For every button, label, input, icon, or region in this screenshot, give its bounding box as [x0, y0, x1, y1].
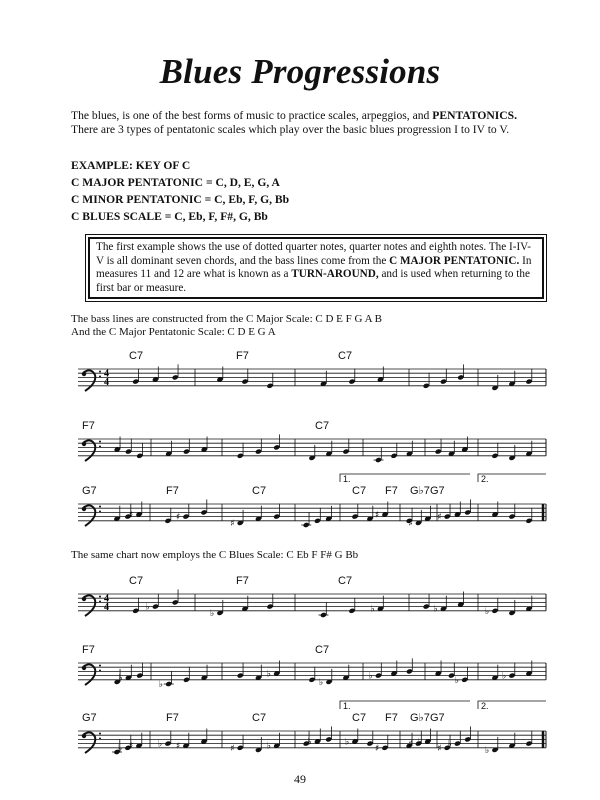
caption-blues-scale: The same chart now employs the C Blues Scale: C Eb F F# G Bb: [71, 549, 359, 561]
accidental: ♭: [433, 604, 438, 615]
scale-line-major: C MAJOR PENTATONIC = C, D, E, G, A: [71, 176, 280, 189]
box-text: The first example shows the use of dotted quarter notes, quarter notes and eighth notes. The I-IV-V is all dominant seven chords, and the bass lines come from the: [96, 241, 531, 267]
accidental: ♭: [266, 669, 271, 680]
chord-symbol: G♭7: [410, 712, 430, 724]
chord-symbol: C7: [129, 350, 144, 362]
chord-symbol: C7: [338, 575, 353, 587]
accidental: ♯: [129, 510, 134, 521]
accidental: ♭: [118, 673, 123, 684]
box-bold: C MAJOR PENTATONIC.: [389, 254, 520, 267]
chord-symbol: F7: [82, 644, 95, 656]
accidental: ♭: [454, 675, 459, 686]
bass-clef-dot: [99, 446, 101, 448]
box-text: and is used when returning to the first bar or measure.: [96, 268, 530, 294]
bass-clef-dot: [99, 601, 101, 603]
bass-clef-dot: [99, 441, 101, 443]
time-signature: 4: [104, 368, 109, 380]
accidental: ♯: [176, 512, 181, 523]
box-text: In measures 11 and 12 are what is known as a: [96, 254, 532, 281]
accidental: ♯: [437, 743, 442, 754]
accidental: ♭: [319, 677, 324, 688]
chord-symbol: G7: [430, 712, 445, 724]
accidental: ♯: [408, 739, 413, 750]
bass-clef-icon: [82, 666, 86, 670]
accidental: ♭: [368, 671, 373, 682]
volta-number: 1.: [343, 701, 351, 711]
volta-bracket: [340, 474, 470, 482]
chord-symbol: C7: [129, 575, 144, 587]
bass-clef-icon: [82, 372, 86, 376]
chord-symbol: G7: [82, 485, 97, 497]
bass-clef-dot: [99, 733, 101, 735]
intro-text: The blues, is one of the best forms of music to practice scales, arpeggios, and: [71, 109, 430, 122]
accidental: ♯: [375, 510, 380, 521]
chord-symbol: C7: [252, 485, 267, 497]
accidental: ♭: [447, 739, 452, 750]
time-signature: 4: [104, 602, 109, 613]
bass-clef-dot: [99, 376, 101, 378]
accidental: ♭: [345, 737, 350, 748]
accidental: ♭: [370, 604, 375, 615]
volta-bracket: [340, 701, 470, 709]
accidental: ♯: [129, 741, 134, 752]
chord-symbol: F7: [82, 420, 95, 432]
chord-symbol: F7: [166, 485, 179, 497]
volta-number: 2.: [481, 474, 489, 484]
accidental: ♯: [437, 512, 442, 523]
chord-symbol: C7: [315, 420, 330, 432]
intro-text: There are 3 types of pentatonic scales which play over the basic blues progression I to IV to V.: [71, 123, 510, 136]
accidental: ♭: [266, 741, 271, 752]
time-signature: 4: [104, 593, 109, 605]
chord-symbol: F7: [385, 485, 398, 497]
accidental: ♯: [230, 518, 235, 529]
time-signature: 4: [104, 377, 109, 388]
accidental: ♭: [118, 743, 123, 754]
accidental: ♯: [408, 518, 413, 529]
bass-clef-dot: [99, 738, 101, 740]
page-number: 49: [294, 772, 306, 786]
chord-symbol: F7: [236, 350, 249, 362]
chord-symbol: F7: [236, 575, 249, 587]
accidental: ♭: [417, 737, 422, 748]
accidental: ♭: [485, 745, 490, 756]
bass-clef-dot: [99, 511, 101, 513]
accidental: ♯: [230, 743, 235, 754]
chord-symbol: C7: [352, 712, 367, 724]
accidental: ♯: [176, 741, 181, 752]
chord-symbol: C7: [315, 644, 330, 656]
scale-line-blues: C BLUES SCALE = C, Eb, F, F#, G, Bb: [71, 210, 268, 223]
chord-symbol: G♭7: [410, 485, 430, 497]
intro-bold-term: PENTATONICS.: [432, 109, 517, 122]
chord-symbol: C7: [252, 712, 267, 724]
chord-symbol: F7: [385, 712, 398, 724]
bass-clef-dot: [99, 670, 101, 672]
chord-symbol: F7: [166, 712, 179, 724]
accidental: ♭: [158, 680, 163, 690]
bass-clef-dot: [99, 371, 101, 373]
bass-clef-dot: [99, 596, 101, 598]
accidental: ♭: [502, 671, 507, 682]
example-heading: EXAMPLE: KEY OF C: [71, 159, 191, 172]
chord-symbol: G7: [82, 712, 97, 724]
bass-clef-dot: [99, 665, 101, 667]
box-bold: TURN-AROUND,: [291, 268, 379, 281]
bass-clef-icon: [82, 597, 86, 601]
caption-pentatonic-scale: And the C Major Pentatonic Scale: C D E G A: [71, 326, 276, 338]
chord-symbol: G7: [430, 485, 445, 497]
scale-line-minor: C MINOR PENTATONIC = C, Eb, F, G, Bb: [71, 193, 290, 206]
page-title: Blues Progressions: [159, 52, 441, 91]
accidental: ♯: [375, 743, 380, 754]
accidental: ♭: [158, 739, 163, 750]
bass-clef-dot: [99, 506, 101, 508]
volta-number: 1.: [343, 474, 351, 484]
accidental: ♭: [210, 608, 215, 619]
volta-number: 2.: [481, 701, 489, 711]
accidental: ♭: [307, 737, 312, 748]
bass-clef-icon: [82, 442, 86, 446]
caption-major-scale: The bass lines are constructed from the C Major Scale: C D E F G A B: [71, 313, 382, 325]
chord-symbol: C7: [338, 350, 353, 362]
bass-clef-icon: [82, 507, 86, 511]
chord-symbol: C7: [352, 485, 367, 497]
accidental: ♭: [145, 602, 150, 613]
accidental: ♭: [485, 606, 490, 617]
bass-clef-icon: [82, 734, 86, 738]
